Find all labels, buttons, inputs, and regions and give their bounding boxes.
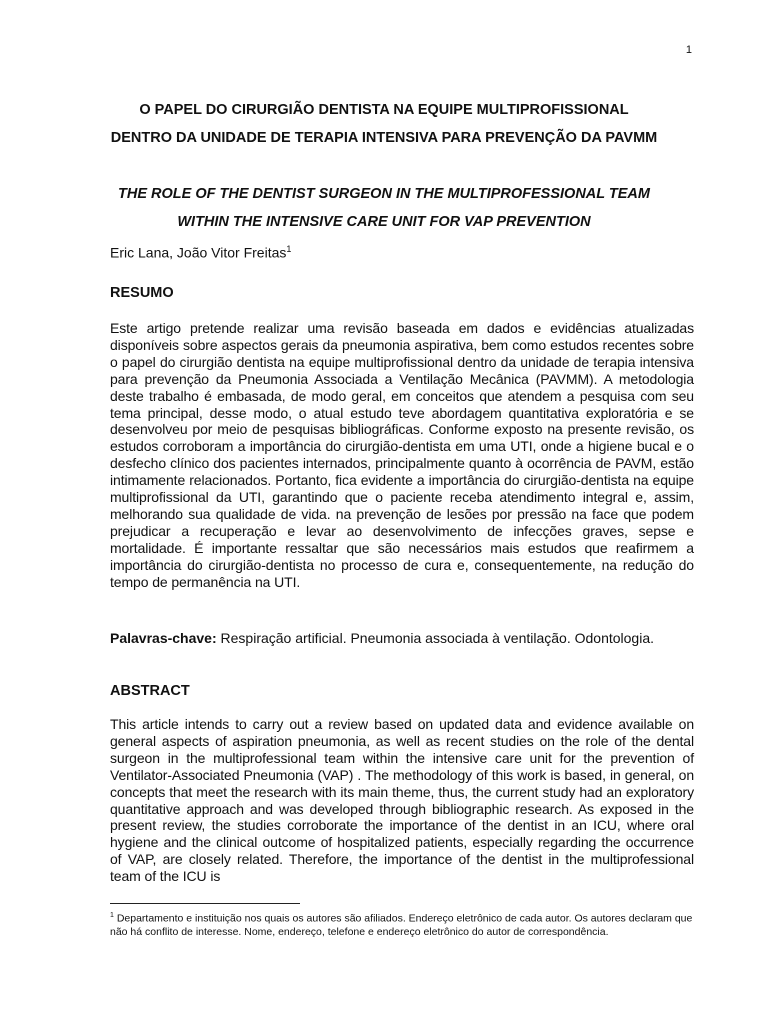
footnote-mark: 1: [110, 912, 114, 919]
footnote-divider: [110, 903, 300, 904]
keywords-label: Palavras-chave:: [110, 630, 217, 646]
abstract-heading: ABSTRACT: [110, 683, 190, 699]
page-number: 1: [685, 44, 692, 56]
resumo-heading: RESUMO: [110, 285, 174, 301]
title-portuguese: O PAPEL DO CIRURGIÃO DENTISTA NA EQUIPE MULTIPROFISSIONAL DENTRO DA UNIDADE DE TERAPIA INTENSIVA PARA PREVENÇÃO DA PAVMM: [110, 102, 658, 146]
footnote-text: Departamento e instituição nos quais os autores são afiliados. Endereço eletrônico de cada autor. Os autores declaram que não há conflito de interesse. Nome, endereço, telefone e endereço eletrônico do autor de correspondência.: [110, 912, 693, 938]
resumo-text: Este artigo pretende realizar uma revisão baseada em dados e evidências atualizadas disponíveis sobre aspectos gerais da pneumonia aspirativa, bem como estudos recentes sobre o papel do cirurgião dentista na equipe multiprofissional dentro da unidade de terapia intensiva para prevenção da Pneumonia Associada a Ventilação Mecânica (PAVMM). A metodologia deste trabalho é embasada, de modo geral, em conceitos que atendem a pesquisa com seu tema principal, desse modo, o atual estudo teve abordagem quantitativa exploratória e se desenvolveu por meio de pesquisas bibliográficas. Conforme exposto na presente revisão, os estudos corroboram a importância do cirurgião-dentista em uma UTI, onde a higiene bucal e o desfecho clínico dos pacientes internados, principalmente quanto à ocorrência de PAVM, estão intimamente relacionados. Portanto, fica evidente a importância do cirurgião-dentista na equipe multiprofissional da UTI, garantindo que o paciente receba atendimento integral e, assim, melhorando sua qualidade de vida. na prevenção de lesões por pressão na face que podem prejudicar a recuperação e levar ao desenvolvimento de infecções graves, sepse e mortalidade. É importante ressaltar que são necessários mais estudos que reafirmem a importância do cirurgião-dentista no processo de cura e, consequentemente, na redução do tempo de permanência na UTI.: [110, 320, 694, 590]
authors: Eric Lana, João Vitor Freitas: [110, 244, 287, 261]
abstract-text: This article intends to carry out a review based on updated data and evidence available on general aspects of aspiration pneumonia, as well as recent studies on the role of the dental surgeon in the multiprofessional team within the intensive care unit for the prevention of Ventilator-Associated Pneumonia (VAP) . The methodology of this work is based, in general, on concepts that meet the research with its main theme, thus, the current study had an exploratory quantitative approach and was developed through bibliographic research. As exposed in the present review, the studies corroborate the importance of the dentist in an ICU, where oral hygiene and the clinical outcome of hospitalized patients, especially regarding the occurrence of VAP, are closely related. Therefore, the importance of the dentist in the multiprofessional team of the ICU is: [110, 716, 694, 885]
keywords-text: Respiração artificial. Pneumonia associada à ventilação. Odontologia.: [220, 630, 655, 646]
author-footnote-mark: 1: [286, 244, 292, 254]
keywords: [110, 626, 694, 651]
author-line: [110, 244, 291, 261]
title-english: THE ROLE OF THE DENTIST SURGEON IN THE MULTIPROFESSIONAL TEAM WITHIN THE INTENSIVE CARE UNIT FOR VAP PREVENTION: [118, 186, 650, 230]
footnote: [110, 909, 694, 940]
